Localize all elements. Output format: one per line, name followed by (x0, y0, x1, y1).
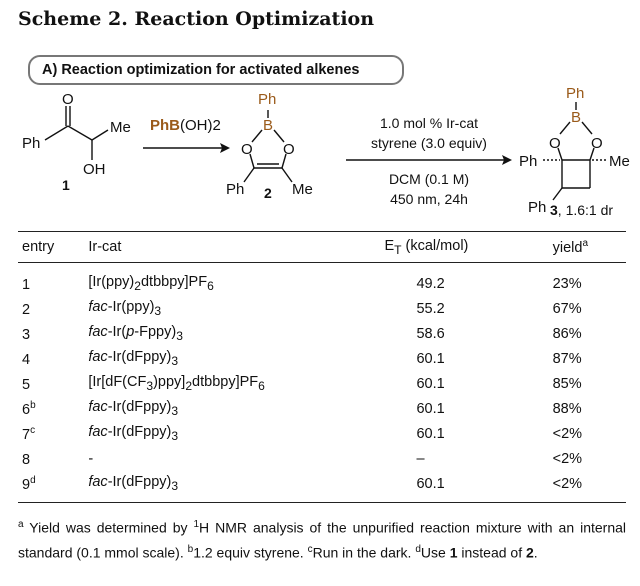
et-value: 55.2 (416, 300, 445, 317)
cell-ircat (80, 371, 336, 396)
footnote-d-text2: instead of (457, 544, 526, 561)
cell-et (336, 396, 514, 421)
yield-value: <2% (552, 450, 583, 467)
cell-entry (18, 446, 80, 471)
catalyst-part: 2 (185, 378, 193, 393)
catalyst-part: 3 (171, 428, 179, 443)
compound-2-o1: O (241, 141, 253, 158)
reagent-label (150, 117, 221, 134)
cell-entry (18, 421, 80, 446)
et-value: 60.1 (416, 475, 445, 492)
cell-entry (18, 263, 80, 297)
compound-2-ph-top: Ph (258, 91, 277, 108)
cell-et (336, 446, 514, 471)
cell-et (336, 371, 514, 396)
et-value: 60.1 (416, 350, 445, 367)
compound-3-o1: O (549, 135, 561, 152)
header-entry: entry (18, 232, 80, 263)
cell-yield (515, 346, 626, 371)
cell-entry (18, 321, 80, 346)
cell-yield (515, 321, 626, 346)
cell-entry (18, 471, 80, 503)
header-et-suffix: (kcal/mol) (401, 237, 469, 254)
cell-et (336, 471, 514, 503)
catalyst-part: -Ir(ppy) (107, 299, 155, 316)
footnote-c-text: Run in the dark. (312, 544, 416, 561)
compound-3-number: 3 (550, 202, 558, 218)
table-row (18, 263, 626, 297)
compound-3-ph-top: Ph (566, 88, 585, 102)
cell-ircat (80, 263, 336, 297)
compound-1-ph: Ph (22, 135, 41, 152)
header-ircat-label: Ir-cat (88, 239, 122, 255)
catalyst-part: 3 (154, 303, 162, 318)
optimization-table (18, 231, 626, 503)
reaction-scheme (0, 88, 640, 230)
cell-ircat (80, 296, 336, 321)
table-row (18, 346, 626, 371)
cell-yield (515, 371, 626, 396)
table-row (18, 321, 626, 346)
catalyst-part: -Ir(dFppy) (107, 349, 172, 366)
scheme-title: Scheme 2. Reaction Optimization (18, 8, 375, 30)
catalyst-part: dtbbpy]PF (192, 374, 259, 391)
entry-number: 8 (22, 451, 31, 468)
compound-1-o: O (62, 91, 74, 108)
catalyst-part: fac (88, 399, 108, 416)
yield-value: 86% (552, 325, 582, 342)
compound-1-number: 1 (62, 177, 70, 193)
catalyst-part: 3 (171, 403, 179, 418)
entry-number: 3 (22, 326, 31, 343)
cell-entry (18, 371, 80, 396)
header-yield (515, 232, 626, 263)
yield-value: 23% (552, 275, 582, 292)
cell-ircat (80, 446, 336, 471)
catalyst-part: dtbbpy]PF (140, 274, 208, 291)
header-yield-sup: a (582, 238, 588, 250)
entry-footnote-mark: d (30, 474, 36, 486)
reagent-ph: Ph (150, 117, 170, 134)
catalyst-part: fac (88, 474, 108, 491)
catalyst-part: fac (88, 324, 108, 341)
cell-yield (515, 446, 626, 471)
compound-3-o2: O (591, 135, 603, 152)
header-et-sub: T (394, 242, 402, 257)
catalyst-part: -Ir(dFppy) (107, 399, 172, 416)
compound-3-b: B (571, 109, 582, 126)
entry-footnote-mark: c (30, 424, 36, 436)
yield-value: 67% (552, 300, 582, 317)
yield-value: 85% (552, 375, 582, 392)
footnote-c-sup: c (307, 543, 313, 555)
catalyst-part: -Fppy) (134, 324, 177, 341)
cell-ircat (80, 396, 336, 421)
compound-1-oh: OH (83, 161, 106, 178)
catalyst-part: [Ir[dF(CF (88, 374, 147, 391)
footnotes (18, 514, 626, 563)
entry-footnote-mark: b (30, 399, 36, 411)
catalyst-part: -Ir(dFppy) (107, 424, 172, 441)
catalyst-part: [Ir(ppy) (88, 274, 135, 291)
entry-number: 6 (22, 401, 31, 418)
catalyst-part: 3 (171, 353, 179, 368)
cell-et (336, 421, 514, 446)
catalyst-part: -Ir(dFppy) (107, 474, 172, 491)
footnote-b-text: 1.2 equiv styrene. (193, 544, 308, 561)
cell-ircat (80, 346, 336, 371)
compound-1 (45, 106, 108, 160)
catalyst-part: -Ir( (107, 324, 127, 341)
reagent-oh2: (OH)2 (180, 117, 221, 134)
catalyst-part: 3 (146, 378, 154, 393)
cell-ircat (80, 421, 336, 446)
entry-number: 1 (22, 276, 31, 293)
reagent-b: B (169, 117, 181, 134)
table-row (18, 471, 626, 503)
catalyst-part: )ppy] (153, 374, 186, 391)
footnote-d-bold2: 2 (525, 544, 534, 561)
cell-entry (18, 396, 80, 421)
table-row (18, 446, 626, 471)
compound-1-me: Me (110, 119, 131, 136)
cell-yield (515, 296, 626, 321)
yield-value: 87% (552, 350, 582, 367)
header-yield-label: yield (552, 239, 583, 256)
table-row (18, 396, 626, 421)
compound-2-b: B (263, 117, 274, 134)
cell-yield (515, 471, 626, 503)
et-value: 60.1 (416, 425, 445, 442)
entry-number: 7 (22, 426, 31, 443)
below-line-1: DCM (0.1 M) (388, 171, 470, 187)
cell-et (336, 321, 514, 346)
footnote-a-text1: Yield was determined by (23, 519, 194, 536)
header-et-prefix: E (384, 237, 395, 254)
compound-2-me: Me (292, 181, 313, 198)
footnote-d-sup: d (415, 543, 421, 555)
header-ircat (80, 232, 336, 263)
table-body (18, 263, 626, 503)
compound-3-label (550, 202, 613, 218)
cell-yield (515, 263, 626, 297)
compound-3-me-right: Me (609, 153, 630, 170)
table-row (18, 296, 626, 321)
catalyst-part: fac (88, 299, 108, 316)
cell-et (336, 263, 514, 297)
table-row (18, 371, 626, 396)
arrow-1 (143, 143, 230, 153)
cell-ircat (80, 321, 336, 346)
catalyst-part: 3 (171, 478, 179, 493)
catalyst-part: 6 (258, 378, 265, 393)
condition-line-2: styrene (3.0 equiv) (371, 135, 487, 151)
catalyst-part: fac (88, 424, 108, 441)
arrow-2 (346, 155, 512, 165)
cell-entry (18, 296, 80, 321)
entry-number: 9 (22, 476, 31, 493)
footnote-h-sup: 1 (193, 519, 200, 530)
below-line-2: 450 nm, 24h (390, 191, 468, 207)
et-value: – (416, 450, 425, 467)
compound-2-number: 2 (264, 185, 272, 201)
footnote-b-sup: b (187, 543, 194, 555)
et-value: 49.2 (416, 275, 445, 292)
yield-value: 88% (552, 400, 582, 417)
catalyst-part: 2 (134, 278, 141, 293)
yield-value: <2% (552, 425, 583, 442)
cell-et (336, 296, 514, 321)
entry-number: 4 (22, 351, 31, 368)
compound-3-ph-left: Ph (519, 153, 538, 170)
entry-number: 2 (22, 301, 31, 318)
catalyst-part: 6 (207, 278, 214, 293)
cell-et (336, 346, 514, 371)
et-value: 60.1 (416, 375, 445, 392)
footnote-d-text1: Use (420, 544, 450, 561)
compound-2-o2: O (283, 141, 295, 158)
catalyst-part: p (126, 324, 135, 341)
et-value: 60.1 (416, 400, 445, 417)
entry-number: 5 (22, 376, 31, 393)
footnote-a-text2: H NMR analysis of the unpurified reaction mixture with an internal standard (0.1 mmol scale). (18, 519, 627, 561)
catalyst-part: - (88, 450, 94, 467)
condition-line-1: 1.0 mol % Ir-cat (379, 115, 479, 131)
header-et (336, 232, 514, 263)
compound-3-ph-bottom: Ph (528, 199, 547, 216)
table-row (18, 421, 626, 446)
footnote-d-bold1: 1 (449, 544, 458, 561)
cell-ircat (80, 471, 336, 503)
catalyst-part: 3 (176, 328, 183, 343)
cell-yield (515, 396, 626, 421)
cell-entry (18, 346, 80, 371)
catalyst-part: fac (88, 349, 108, 366)
section-label: A) Reaction optimization for activated alkenes (28, 55, 404, 85)
et-value: 58.6 (416, 325, 445, 342)
compound-2-ph: Ph (226, 181, 245, 198)
compound-3-dr: , 1.6:1 dr (557, 202, 614, 218)
table-header-row (18, 232, 626, 263)
footnote-d-text3: . (533, 544, 538, 561)
yield-value: <2% (552, 475, 583, 492)
cell-yield (515, 421, 626, 446)
footnote-a-sup: a (18, 519, 24, 530)
